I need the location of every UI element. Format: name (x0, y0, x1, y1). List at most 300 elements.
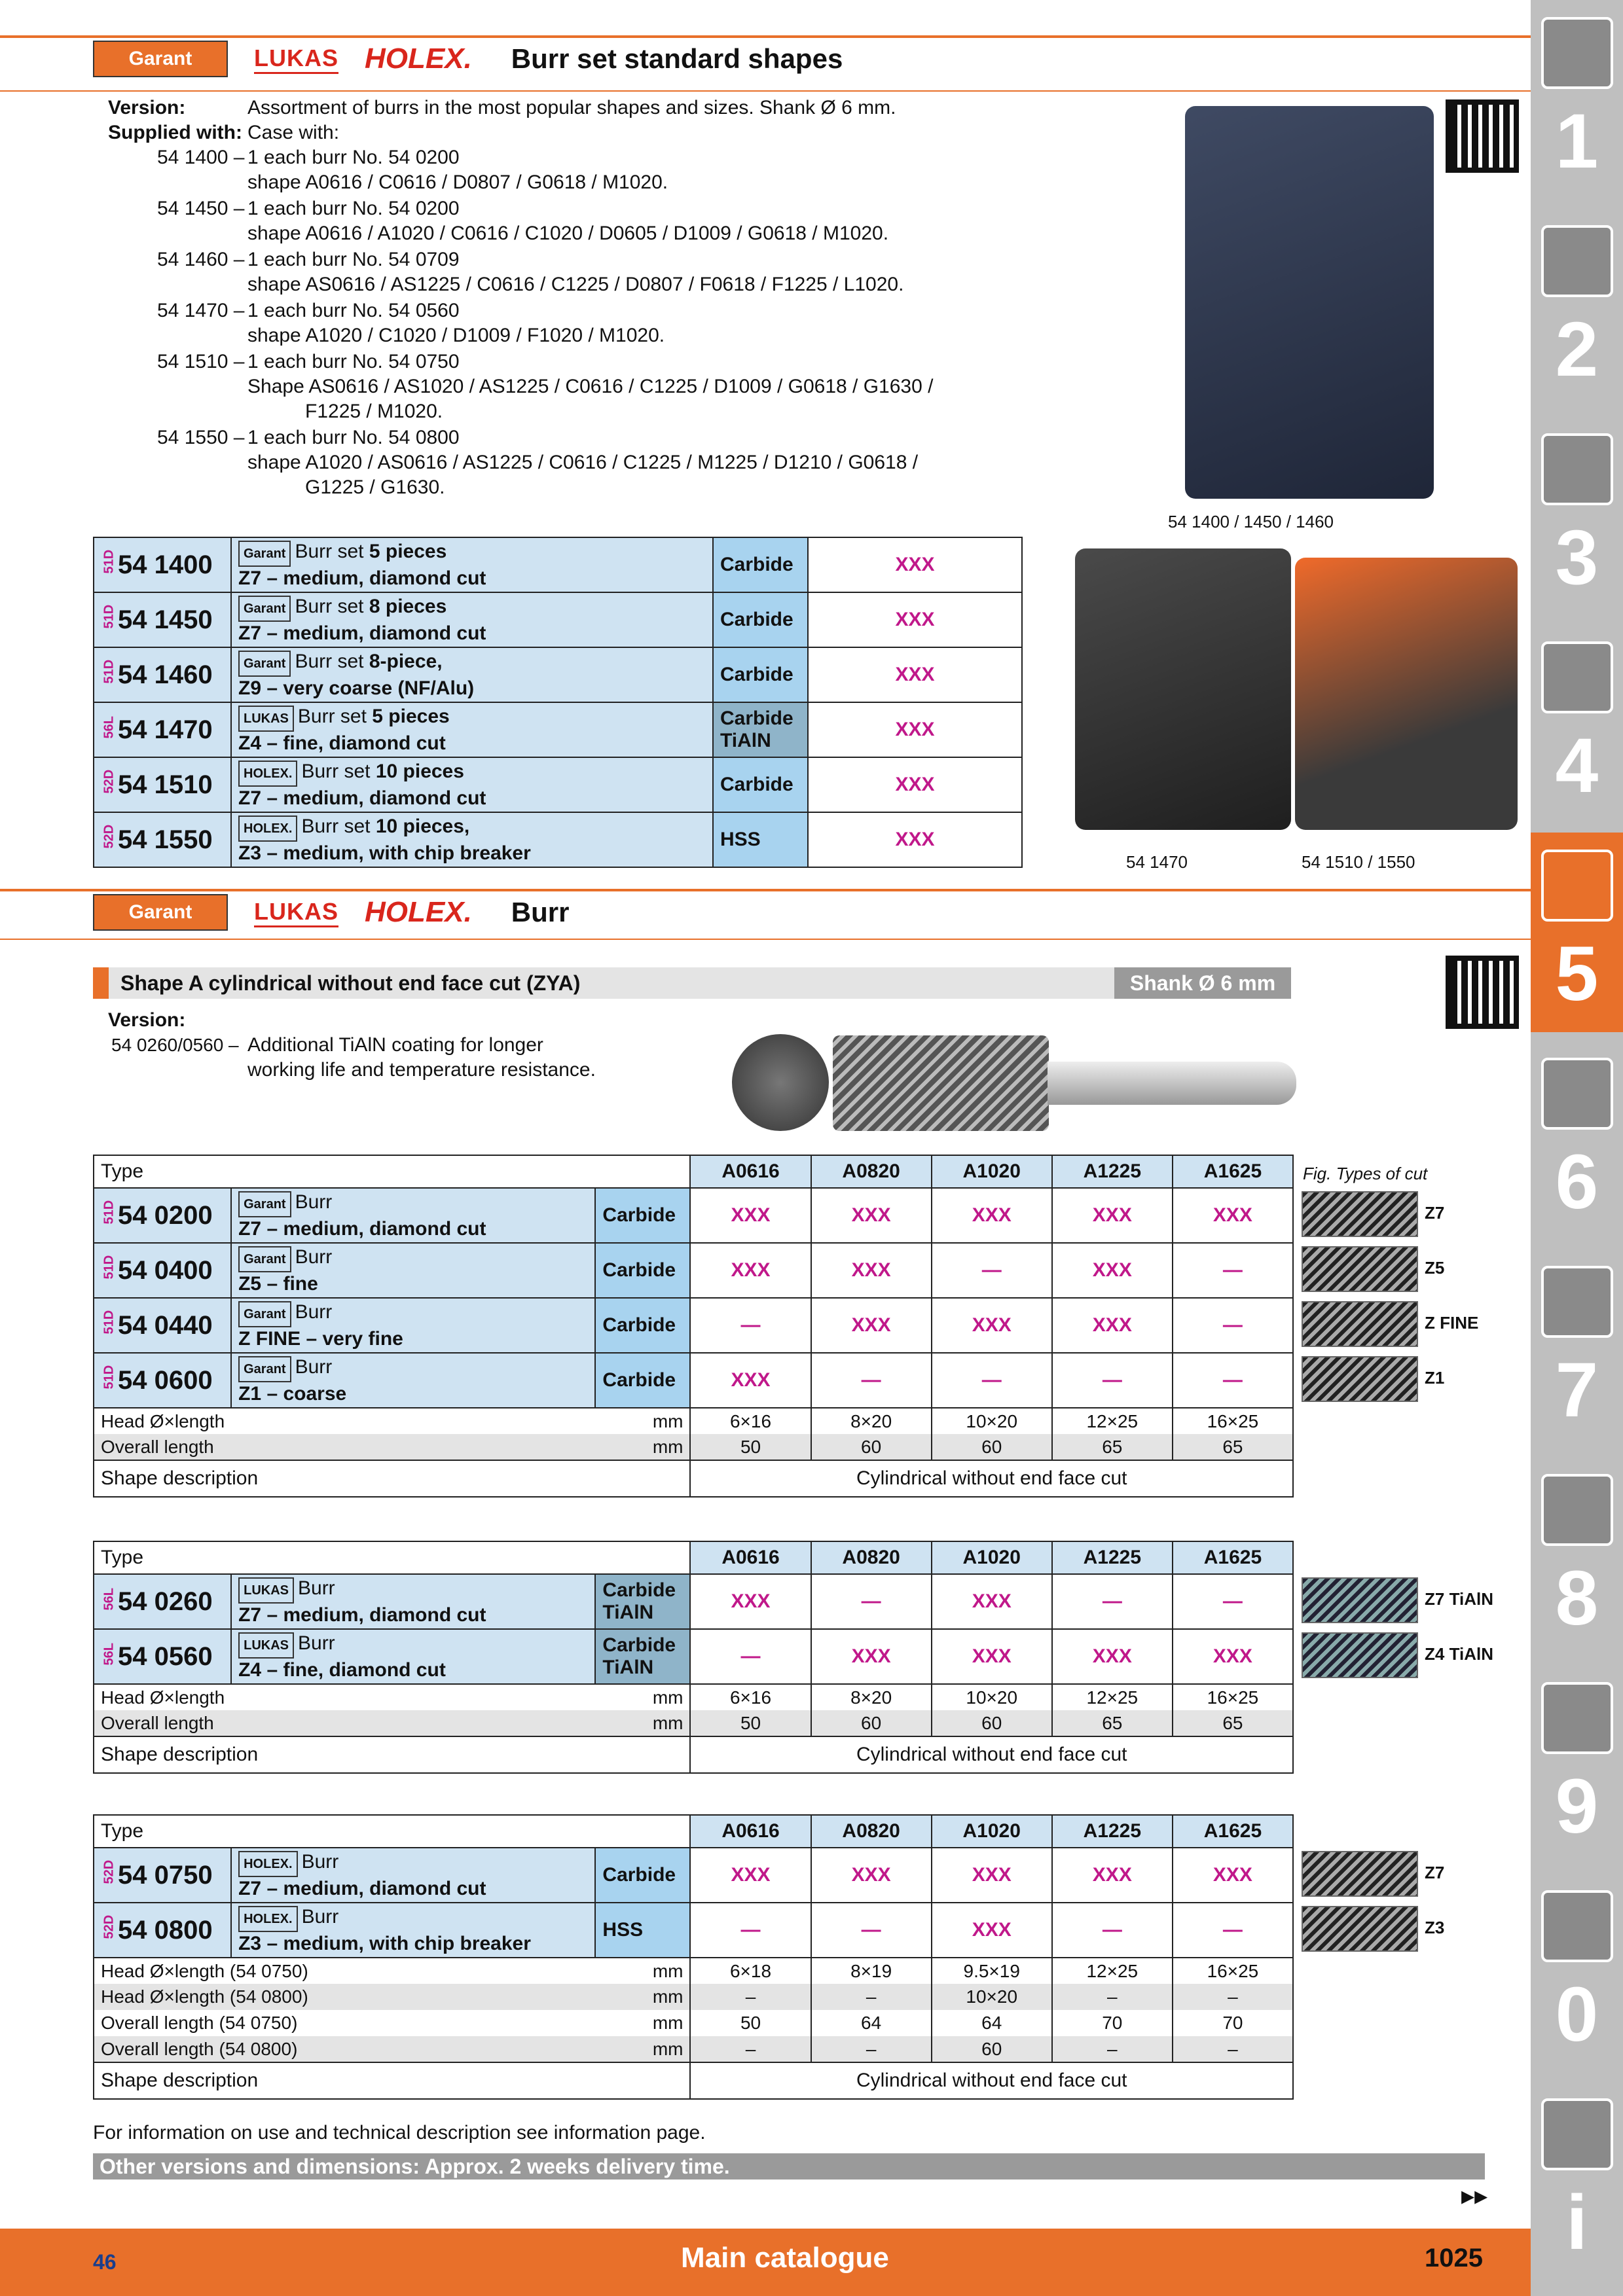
version2-l1: Additional TiAlN coating for longer (247, 1034, 543, 1056)
spec-unit: mm (595, 1684, 690, 1710)
chapter-tab-9[interactable] (1531, 1665, 1623, 1865)
price-cell[interactable]: XXX (1052, 1629, 1173, 1684)
description-pieces: 5 pieces (369, 540, 447, 562)
spec-value: 65 (1173, 1710, 1293, 1736)
article-nr: 54 0260 (118, 1587, 213, 1616)
price-cell[interactable]: XXX (690, 1243, 811, 1298)
description-cut: Z9 – very coarse (NF/Alu) (238, 677, 475, 699)
pliers-icon (1541, 1266, 1613, 1338)
spec-value: – (1173, 2036, 1293, 2062)
price-cell: — (1052, 1574, 1173, 1629)
material (595, 1188, 690, 1243)
price-cell[interactable]: XXX (932, 1574, 1052, 1629)
material (595, 1574, 690, 1629)
page-number-left: 46 (93, 2250, 117, 2274)
spec-value: 70 (1173, 2010, 1293, 2036)
spec-value: 12×25 (1052, 1684, 1173, 1710)
description-cut: Z7 – medium, diamond cut (238, 1604, 486, 1626)
shape-value: Cylindrical without end face cut (690, 1460, 1293, 1497)
price-cell: — (811, 1903, 932, 1958)
burr-table-holex (93, 1814, 1294, 2100)
spec-value: 16×25 (1173, 1958, 1293, 1984)
info-icon (1541, 2098, 1613, 2170)
chapter-number: 6 (1555, 1139, 1599, 1225)
qr-code-2[interactable] (1446, 956, 1519, 1029)
version2-label: Version: (108, 1009, 186, 1031)
table-header (94, 1541, 1293, 1574)
spec-value: 60 (811, 1434, 932, 1460)
burr-end-view-image (732, 1034, 829, 1131)
garant-logo: Garant (93, 41, 228, 77)
group-code: 52D (101, 769, 117, 793)
column-header: A0820 (811, 1155, 932, 1188)
supplied-item-line2: shape AS0616 / AS1225 / C0616 / C1225 / D0807 / F0618 / F1225 / L1020. (247, 274, 904, 295)
lukas-logo: LUKAS (254, 898, 338, 927)
description-cut: Z1 – coarse (238, 1382, 347, 1405)
chapter-number: 2 (1555, 306, 1599, 393)
price-cell[interactable]: XXX (1052, 1298, 1173, 1353)
article-number (94, 1848, 231, 1903)
cut-type-label: Z7 (1425, 1863, 1445, 1882)
group-code: 51D (101, 549, 117, 573)
section2-rule-bottom (0, 939, 1531, 940)
article-number (94, 1188, 231, 1243)
table-row (94, 1353, 1293, 1408)
material (595, 1848, 690, 1903)
cut-type-image (1302, 1577, 1418, 1623)
brand-logo: LUKAS (238, 706, 294, 732)
description-cut: Z7 – medium, diamond cut (238, 1877, 486, 1899)
price-cell[interactable]: XXX (811, 1243, 932, 1298)
group-code: 51D (101, 604, 117, 628)
description (231, 1848, 595, 1903)
material (595, 1353, 690, 1408)
material-line1: Carbide (602, 1259, 676, 1281)
spec-label: Overall length (54 0750) (94, 2010, 595, 2036)
supplied-item-line1: 1 each burr No. 54 0200 (247, 198, 460, 219)
supplied-item-nr: 54 1450 – (157, 198, 245, 219)
spec-value: 50 (690, 2010, 811, 2036)
spec-value: 8×20 (811, 1408, 932, 1434)
chapter-tab-4[interactable] (1531, 624, 1623, 824)
spec-value: 60 (932, 1434, 1052, 1460)
description-cut: Z7 – medium, diamond cut (238, 787, 486, 809)
cut-type-image (1302, 1356, 1418, 1402)
article-nr: 54 1450 (118, 605, 213, 634)
spec-value: 64 (811, 2010, 932, 2036)
price-cell[interactable]: XXX (690, 1188, 811, 1243)
material-line1: Carbide (720, 708, 793, 729)
price-cell[interactable]: XXX (811, 1188, 932, 1243)
cabinet-icon (1541, 1682, 1613, 1754)
article-nr: 54 0440 (118, 1310, 213, 1340)
description (231, 1574, 595, 1629)
article-number (94, 592, 231, 647)
price[interactable]: XXX (808, 702, 1022, 757)
supplied-item-nr: 54 1550 – (157, 427, 245, 448)
table-row (94, 647, 1022, 702)
price-cell[interactable]: XXX (811, 1629, 932, 1684)
column-header: A1225 (1052, 1155, 1173, 1188)
article-number (94, 1629, 231, 1684)
spec-value: 12×25 (1052, 1958, 1173, 1984)
price-cell[interactable]: XXX (1173, 1629, 1293, 1684)
article-nr: 54 0600 (118, 1365, 213, 1395)
price-cell[interactable]: XXX (1052, 1188, 1173, 1243)
spec-label: Head Ø×length (94, 1408, 595, 1434)
next-page-arrows[interactable]: ▸▸ (1461, 2181, 1488, 2210)
description-cut: Z4 – fine, diamond cut (238, 732, 446, 754)
description-pieces: 8-piece, (369, 650, 443, 672)
page-footer (0, 2229, 1531, 2296)
shape-row (94, 1460, 1293, 1497)
price-cell[interactable]: XXX (1173, 1188, 1293, 1243)
spec-value: 60 (811, 1710, 932, 1736)
description (231, 757, 713, 812)
chapter-number: 5 (1555, 931, 1599, 1017)
article-number (94, 1353, 231, 1408)
material-line1: Carbide (720, 554, 793, 575)
spec-value: 10×20 (932, 1984, 1052, 2010)
garant-logo: Garant (93, 894, 228, 931)
spec-value: 50 (690, 1710, 811, 1736)
table-row (94, 1848, 1293, 1903)
price-cell: — (1173, 1574, 1293, 1629)
column-header: A1225 (1052, 1541, 1173, 1574)
spec-value: 8×20 (811, 1684, 932, 1710)
shape-row (94, 1736, 1293, 1773)
column-header: A0616 (690, 1815, 811, 1848)
spec-row (94, 1958, 1293, 1984)
header-rule-bottom (0, 90, 1531, 92)
cut-type-label: Z3 (1425, 1918, 1445, 1937)
info-note: For information on use and technical description see information page. (93, 2122, 706, 2144)
holex-logo: HOLEX. (365, 43, 472, 75)
price-cell[interactable]: XXX (690, 1353, 811, 1408)
description-text: Burr (301, 1850, 339, 1873)
description-cut: Z7 – medium, diamond cut (238, 567, 486, 589)
material (713, 537, 808, 592)
supplied-item-line1: 1 each burr No. 54 0800 (247, 427, 460, 448)
type-label: Type (94, 1155, 690, 1188)
chapter-number: 4 (1555, 723, 1599, 809)
spec-value: 64 (932, 2010, 1052, 2036)
price-cell: — (1052, 1353, 1173, 1408)
cut-type-image (1302, 1191, 1418, 1237)
chapter-number: 8 (1555, 1555, 1599, 1641)
price-cell: — (932, 1243, 1052, 1298)
column-header: A0820 (811, 1815, 932, 1848)
holex-logo: HOLEX. (365, 896, 472, 928)
article-nr: 54 0750 (118, 1860, 213, 1890)
cut-type-label: Z7 (1425, 1203, 1445, 1223)
shank-badge: Shank Ø 6 mm (1114, 967, 1291, 999)
table-row (94, 1243, 1293, 1298)
article-number (94, 537, 231, 592)
description-text: Burr set (297, 705, 373, 727)
description (231, 702, 713, 757)
spec-value: 60 (932, 2036, 1052, 2062)
cut-type-image (1302, 1301, 1418, 1347)
shape-label: Shape description (94, 1460, 690, 1497)
price-cell[interactable]: XXX (932, 1629, 1052, 1684)
spec-unit: mm (595, 1984, 690, 2010)
cut-type-image (1302, 1632, 1418, 1678)
material-line1: HSS (602, 1919, 644, 1941)
burr-set-case-photo-3 (1295, 558, 1518, 830)
shape-value: Cylindrical without end face cut (690, 1736, 1293, 1773)
description (231, 1188, 595, 1243)
price-cell[interactable]: XXX (932, 1903, 1052, 1958)
cut-type-label: Z4 TiAlN (1425, 1644, 1493, 1664)
shape-value: Cylindrical without end face cut (690, 2062, 1293, 2099)
material-line1: Carbide (602, 1579, 676, 1601)
spec-label: Head Ø×length (94, 1684, 595, 1710)
price-cell[interactable]: XXX (811, 1298, 932, 1353)
lukas-logo: LUKAS (254, 45, 338, 74)
price-cell[interactable]: XXX (690, 1574, 811, 1629)
spec-row (94, 1710, 1293, 1736)
group-code: 51D (101, 659, 117, 683)
spec-value: 16×25 (1173, 1408, 1293, 1434)
column-header: A1225 (1052, 1815, 1173, 1848)
chapter-number: 1 (1555, 98, 1599, 185)
caption-3: 54 1510 / 1550 (1302, 852, 1415, 872)
page-number-right: 1025 (1425, 2244, 1483, 2272)
description (231, 1243, 595, 1298)
price-cell[interactable]: XXX (932, 1188, 1052, 1243)
chapter-tab-i[interactable] (1531, 2081, 1623, 2281)
description-text: Burr (295, 1191, 333, 1213)
delivery-bar (93, 2153, 1485, 2179)
price-cell[interactable]: XXX (1052, 1848, 1173, 1903)
article-nr: 54 0560 (118, 1641, 213, 1671)
spec-unit: mm (595, 1710, 690, 1736)
article-number (94, 1903, 231, 1958)
description-text: Burr set (295, 595, 369, 617)
brand-logo: LUKAS (238, 1577, 294, 1604)
spec-value: 65 (1052, 1434, 1173, 1460)
description-text: Burr (298, 1577, 335, 1599)
table-row (94, 1629, 1293, 1684)
price-cell[interactable]: XXX (932, 1848, 1052, 1903)
caption-1: 54 1400 / 1450 / 1460 (1168, 512, 1334, 531)
price-cell[interactable]: XXX (1173, 1848, 1293, 1903)
supplied-item-nr: 54 1400 – (157, 147, 245, 168)
price-cell: — (1173, 1298, 1293, 1353)
spec-value: 65 (1173, 1434, 1293, 1460)
table-row (94, 1188, 1293, 1243)
supplied-item-nr: 54 1510 – (157, 351, 245, 372)
cut-type-image (1302, 1906, 1418, 1952)
group-code: 56L (101, 715, 117, 738)
chapter-tab-8[interactable] (1531, 1457, 1623, 1657)
burr-table-garant (93, 1155, 1294, 1498)
chapter-tab-6[interactable] (1531, 1041, 1623, 1240)
description-pieces: 5 pieces (372, 705, 450, 727)
spec-unit: mm (595, 2036, 690, 2062)
group-code: 52D (101, 1914, 117, 1939)
spec-value: 65 (1052, 1710, 1173, 1736)
supplied-item-line2: shape A0616 / A1020 / C0616 / C1020 / D0605 / D1009 / G0618 / M1020. (247, 223, 889, 244)
spec-value: 10×20 (932, 1684, 1052, 1710)
brand-logo: HOLEX. (238, 1906, 297, 1932)
price-cell: — (690, 1629, 811, 1684)
price-cell: — (1173, 1353, 1293, 1408)
supplied-item-line1: 1 each burr No. 54 0560 (247, 300, 460, 321)
price-cell[interactable]: XXX (1052, 1243, 1173, 1298)
qr-code[interactable] (1446, 99, 1519, 173)
description-cut: Z3 – medium, with chip breaker (238, 842, 531, 864)
price-cell[interactable]: XXX (811, 1848, 932, 1903)
column-header: A1625 (1173, 1541, 1293, 1574)
safety-glasses-icon (1541, 1890, 1613, 1962)
price-cell: — (1173, 1243, 1293, 1298)
chapter-tab-7[interactable] (1531, 1249, 1623, 1448)
description (231, 1903, 595, 1958)
group-code: 51D (101, 1365, 117, 1389)
column-header: A0616 (690, 1155, 811, 1188)
spec-value: – (1052, 2036, 1173, 2062)
material-line2: TiAlN (602, 1657, 654, 1678)
type-label: Type (94, 1541, 690, 1574)
article-nr: 54 0200 (118, 1200, 213, 1230)
price[interactable]: XXX (808, 537, 1022, 592)
shape-row (94, 2062, 1293, 2099)
chapter-tab-5[interactable] (1531, 833, 1623, 1032)
description-text: Burr (298, 1632, 335, 1654)
holder-icon (1541, 433, 1613, 505)
spec-value: – (1052, 1984, 1173, 2010)
article-nr: 54 1510 (118, 770, 213, 799)
article-nr: 54 0400 (118, 1255, 213, 1285)
brand-logo: Garant (238, 1246, 291, 1272)
description-cut: Z7 – medium, diamond cut (238, 1217, 486, 1240)
spec-value: 60 (932, 1710, 1052, 1736)
spec-label: Head Ø×length (54 0750) (94, 1958, 595, 1984)
spec-label: Head Ø×length (54 0800) (94, 1984, 595, 2010)
group-code: 51D (101, 1200, 117, 1224)
table-row (94, 537, 1022, 592)
price[interactable]: XXX (808, 647, 1022, 702)
table-row (94, 1298, 1293, 1353)
description-text: Burr set (295, 540, 369, 562)
burr-set-case-photo-2 (1075, 548, 1291, 830)
article-nr: 54 1460 (118, 660, 213, 689)
column-header: A1020 (932, 1541, 1052, 1574)
supplied-item-line1: 1 each burr No. 54 0200 (247, 147, 460, 168)
supplied-item-nr: 54 1460 – (157, 249, 245, 270)
burr-table-lukas (93, 1541, 1294, 1774)
description (231, 537, 713, 592)
chapter-tab-0[interactable] (1531, 1873, 1623, 2073)
price-cell: — (690, 1298, 811, 1353)
price[interactable]: XXX (808, 757, 1022, 812)
article-number (94, 647, 231, 702)
spec-row (94, 1984, 1293, 2010)
brand-logo: Garant (238, 1301, 291, 1327)
article-nr: 54 1400 (118, 550, 213, 579)
spec-value: – (1173, 1984, 1293, 2010)
material (595, 1903, 690, 1958)
spec-label: Overall length (94, 1710, 595, 1736)
description (231, 812, 713, 867)
chapter-tab-2[interactable] (1531, 208, 1623, 408)
version2-l2: working life and temperature resistance. (247, 1059, 596, 1081)
group-code: 52D (101, 1859, 117, 1884)
brand-logo: HOLEX. (238, 816, 297, 842)
material-line2: TiAlN (602, 1602, 654, 1623)
chapter-tab-3[interactable] (1531, 416, 1623, 616)
cut-type-label: Z1 (1425, 1368, 1445, 1388)
supplied-item-line3: G1225 / G1630. (305, 476, 445, 498)
section1-header (93, 41, 843, 77)
article-number (94, 1298, 231, 1353)
spec-unit: mm (595, 1408, 690, 1434)
spec-value: 6×18 (690, 1958, 811, 1984)
chapter-number: i (1566, 2179, 1588, 2266)
material (595, 1629, 690, 1684)
description-text: Burr (295, 1246, 333, 1268)
description-text: Burr (295, 1355, 333, 1378)
delivery-text: Other versions and dimensions: Approx. 2 weeks delivery time. (100, 2155, 730, 2178)
material (595, 1298, 690, 1353)
grinding-disc-icon (1541, 850, 1613, 922)
material-line1: Carbide (720, 774, 793, 795)
description (231, 647, 713, 702)
description (231, 1353, 595, 1408)
price-cell: — (811, 1353, 932, 1408)
description-text: Burr set (301, 815, 376, 837)
column-header: A1020 (932, 1155, 1052, 1188)
spec-label: Overall length (94, 1434, 595, 1460)
brand-logo: Garant (238, 541, 291, 567)
description-cut: Z3 – medium, with chip breaker (238, 1932, 531, 1954)
drill-icon (1541, 17, 1613, 89)
chapter-number: 0 (1555, 1971, 1599, 2058)
spec-value: 6×16 (690, 1408, 811, 1434)
supplied-text: Case with: (247, 122, 340, 143)
spec-value: – (690, 2036, 811, 2062)
price-cell[interactable]: XXX (690, 1848, 811, 1903)
material-line1: Carbide (720, 664, 793, 685)
description-text: Burr (295, 1300, 333, 1323)
price[interactable]: XXX (808, 812, 1022, 867)
chapter-tab-1[interactable] (1531, 0, 1623, 200)
brand-logo: HOLEX. (238, 761, 297, 787)
spec-value: 9.5×19 (932, 1958, 1052, 1984)
caliper-icon (1541, 641, 1613, 713)
price-cell[interactable]: XXX (932, 1298, 1052, 1353)
spec-value: 50 (690, 1434, 811, 1460)
footer-title: Main catalogue (681, 2242, 889, 2274)
material-line1: Carbide (602, 1314, 676, 1336)
article-number (94, 812, 231, 867)
spec-row (94, 2036, 1293, 2062)
material-line1: Carbide (602, 1634, 676, 1656)
brand-logo: Garant (238, 1191, 291, 1217)
material-line1: Carbide (720, 609, 793, 630)
column-header: A1625 (1173, 1155, 1293, 1188)
section2-rule (0, 889, 1531, 891)
price[interactable]: XXX (808, 592, 1022, 647)
description (231, 1629, 595, 1684)
group-code: 52D (101, 824, 117, 848)
spec-unit: mm (595, 1434, 690, 1460)
chapter-number: 3 (1555, 514, 1599, 601)
material-line1: HSS (720, 829, 761, 850)
column-header: A1020 (932, 1815, 1052, 1848)
